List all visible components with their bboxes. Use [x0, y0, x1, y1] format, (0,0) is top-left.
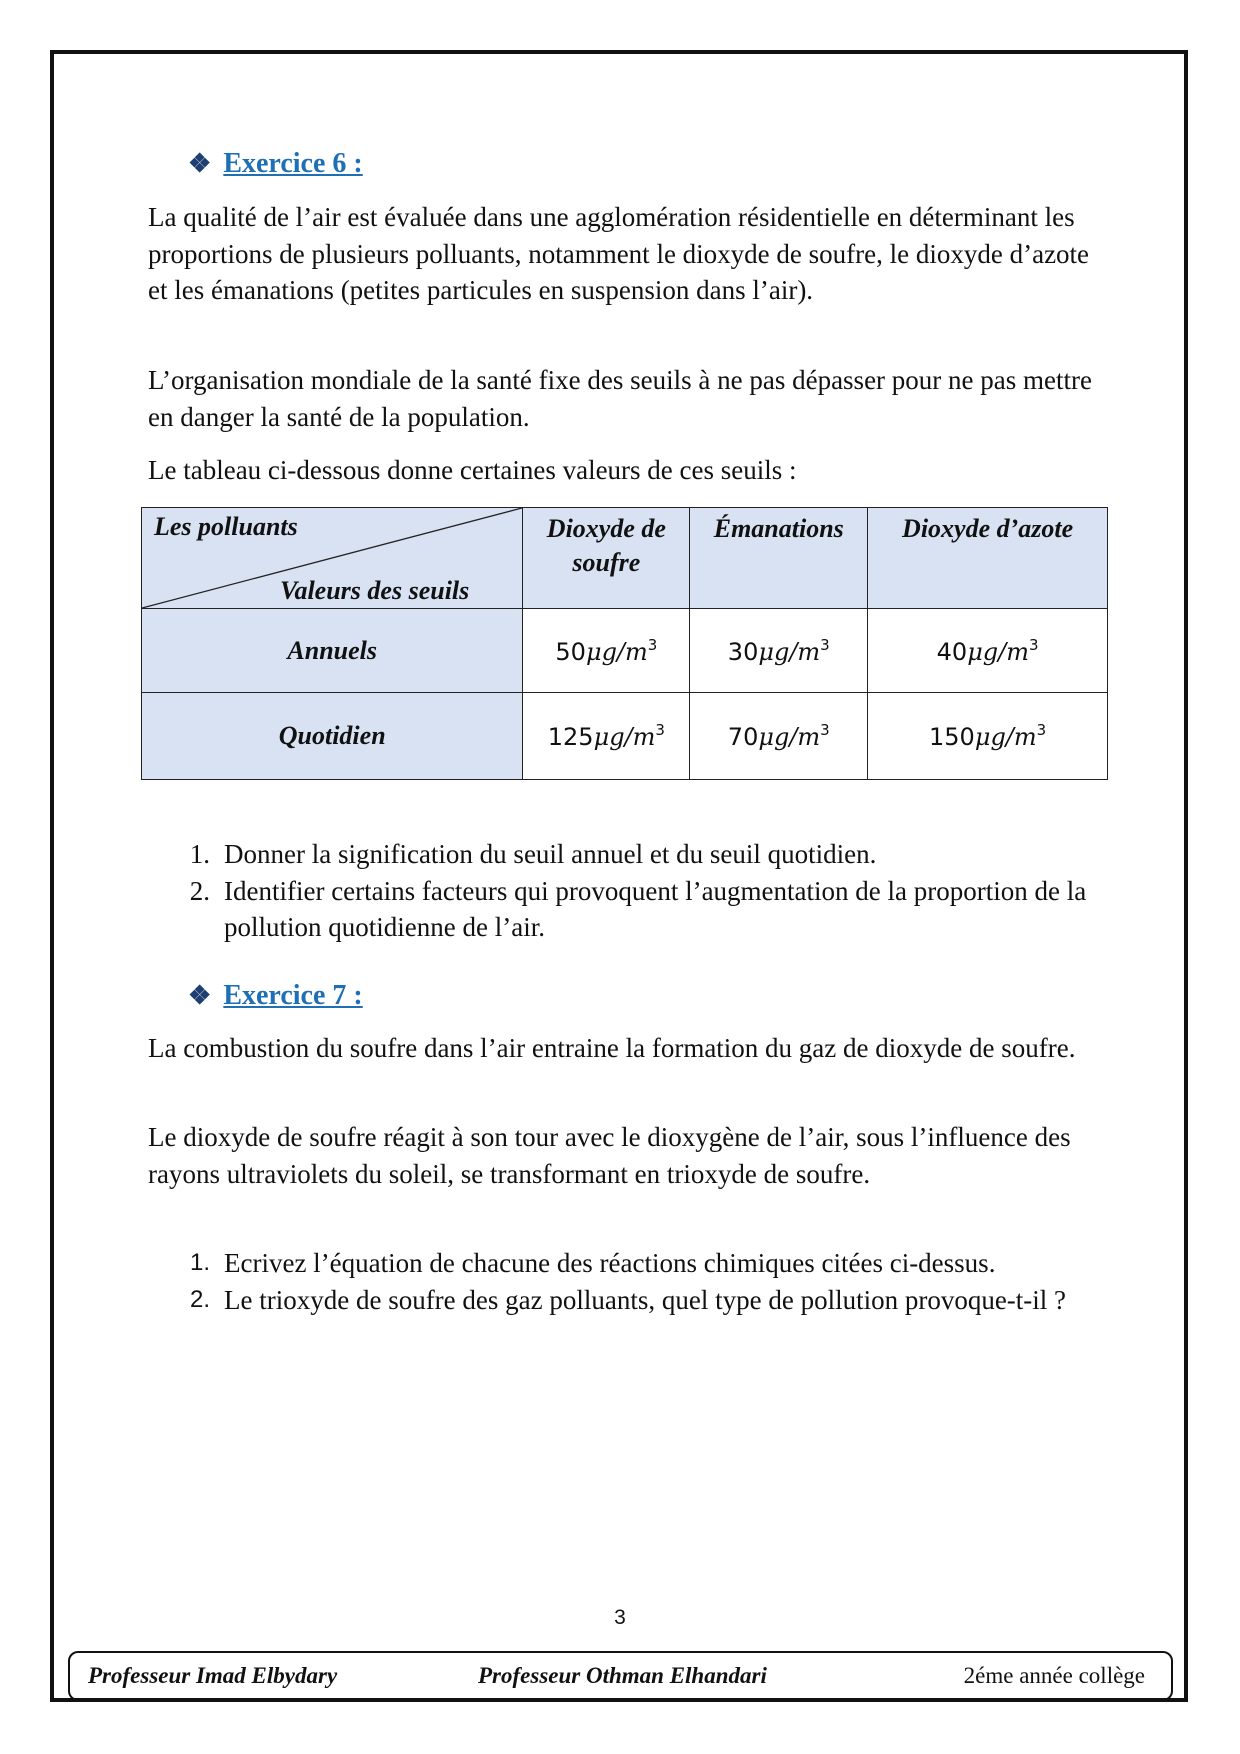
table-header-row [142, 508, 1108, 609]
column-header-nitrogen-dioxide: Dioxyde d’azote [868, 508, 1108, 609]
column-header-sulfur-dioxide: Dioxyde de soufre [523, 508, 690, 609]
exercise-7-title: Exercice 7 : [223, 980, 363, 1011]
list-item: 2. Identifier certains facteurs qui provoquent l’augmentation de la proportion de la pollution quotidienne de l’air. [148, 873, 1098, 946]
ex7-question-1: Ecrivez l’équation de chacune des réactions chimiques citées ci-dessus. [224, 1248, 996, 1278]
value-cell: $70\mu g/m^3$ [690, 693, 868, 780]
ex7-question-2: Le trioxyde de soufre des gaz polluants, quel type de pollution provoque-t-il ? [224, 1284, 1067, 1315]
table-corner-cell [142, 508, 523, 609]
corner-label-thresholds: Valeurs des seuils [280, 576, 470, 605]
ex6-paragraph-2: L’organisation mondiale de la santé fixe des seuils à ne pas dépasser pour ne pas mettre en danger la santé de la population. [148, 365, 1092, 432]
row-label-annual: Annuels [142, 609, 523, 693]
value-cell: $150\mu g/m^3$ [868, 693, 1108, 780]
value-cell: $50\mu g/m^3$ [523, 609, 690, 693]
ex7-paragraph-2: Le dioxyde de soufre réagit à son tour avec le dioxygène de l’air, sous l’influence des rayons ultraviolets du soleil, se transformant en trioxyde de soufre. [148, 1122, 1071, 1189]
ex6-paragraph-1: La qualité de l’air est évaluée dans une agglomération résidentielle en déterminant les proportions de plusieurs polluants, notamment le dioxyde de soufre, le dioxyde d’azote et les émanations (petites particules en suspension dans l’air). [148, 202, 1090, 305]
diamond-bullet-icon: ❖ [188, 981, 212, 1010]
exercise-7-heading [188, 980, 363, 1012]
footer-author-1: Professeur Imad Elbydary [88, 1663, 338, 1688]
ex7-paragraph-1: La combustion du soufre dans l’air entraine la formation du gaz de dioxyde de soufre. [148, 1033, 1076, 1063]
table-row [142, 609, 1108, 693]
list-item: 2. Le trioxyde de soufre des gaz polluants, quel type de pollution provoque-t-il ? [148, 1282, 1098, 1319]
value-cell: $30\mu g/m^3$ [690, 609, 868, 693]
table-row [142, 693, 1108, 780]
row-label-daily: Quotidien [142, 693, 523, 780]
ex6-question-1: Donner la signification du seuil annuel et du seuil quotidien. [224, 839, 877, 869]
page-number: 3 [614, 1606, 626, 1629]
ex6-questions [148, 836, 1098, 946]
exercise-6-title: Exercice 6 : [223, 148, 363, 179]
value-cell: $40\mu g/m^3$ [868, 609, 1108, 693]
diamond-bullet-icon: ❖ [188, 149, 212, 178]
ex7-questions [148, 1245, 1098, 1318]
exercise-6-heading [188, 148, 363, 180]
corner-label-pollutants: Les polluants [154, 512, 298, 541]
thresholds-table [141, 507, 1108, 780]
footer-author-2: Professeur Othman Elhandari [478, 1663, 767, 1688]
footer-box [68, 1651, 1173, 1701]
list-item: 1. Ecrivez l’équation de chacune des réactions chimiques citées ci-dessus. [148, 1245, 1098, 1282]
ex6-question-2: Identifier certains facteurs qui provoquent l’augmentation de la proportion de la pollution quotidienne de l’air. [224, 875, 1087, 942]
column-header-emanations: Émanations [690, 508, 868, 609]
ex6-paragraph-3: Le tableau ci-dessous donne certaines valeurs de ces seuils : [148, 455, 797, 485]
value-cell: $125\mu g/m^3$ [523, 693, 690, 780]
list-item: 1. Donner la signification du seuil annuel et du seuil quotidien. [148, 836, 1098, 873]
footer-grade: 2éme année collège [963, 1663, 1145, 1688]
